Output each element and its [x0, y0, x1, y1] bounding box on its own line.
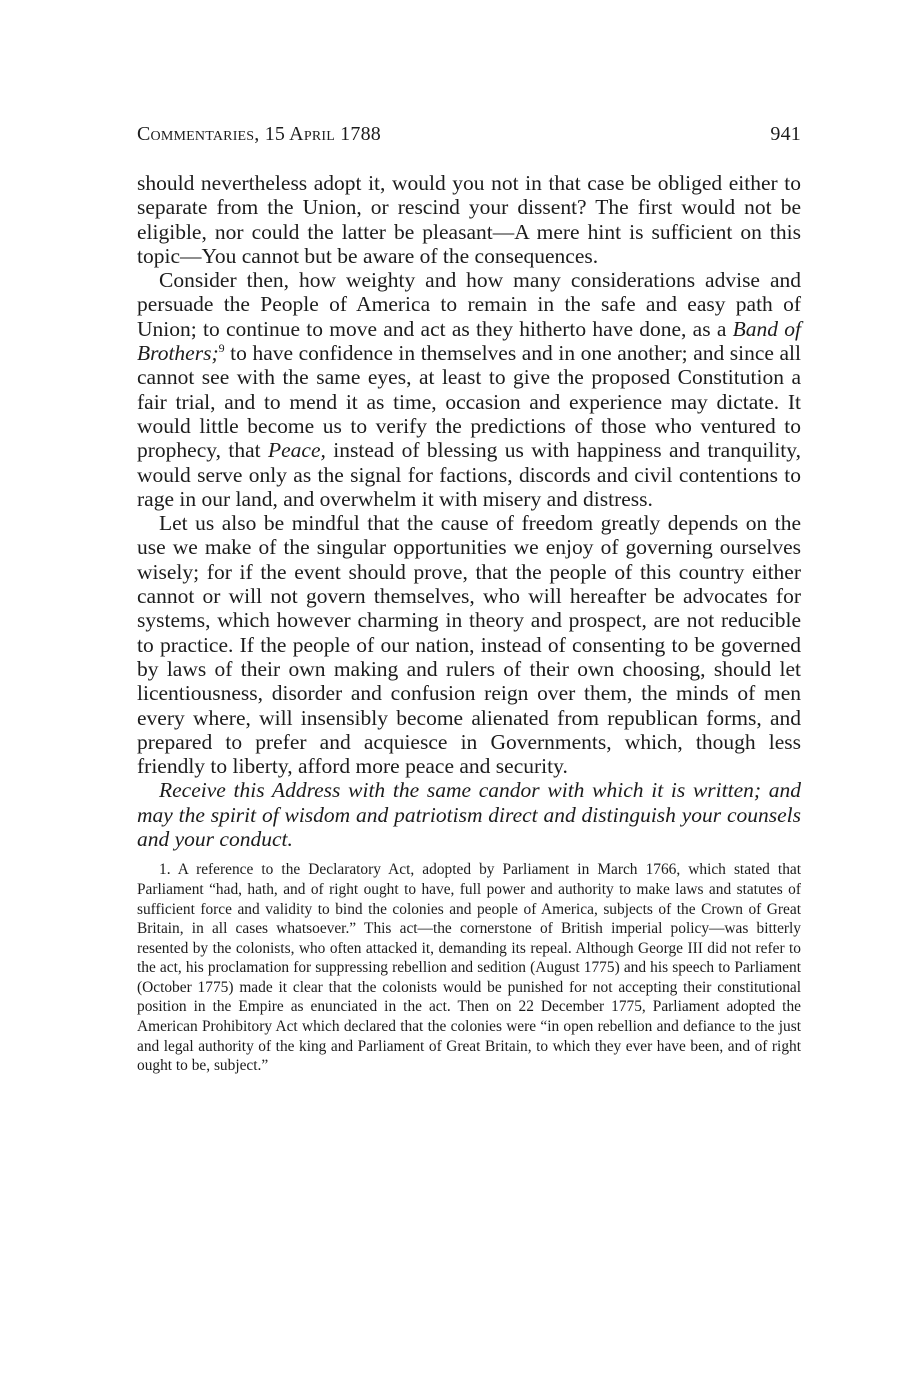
paragraph-text: to have confidence in themselves and in one another; and since all cannot see with the same eyes, at least to give the proposed Constitution a fair trial, and to mend it as time, occasion and experience may dictate. It would little become us to verify the predictions of those who ventured to prophecy, that: [137, 341, 801, 463]
emphasis-band-of-brothers: Band of Brothers;: [137, 316, 802, 366]
page-number: 941: [770, 123, 801, 145]
paragraph-mindful: Let us also be mindful that the cause of freedom greatly depends on the use we make of the singular opportunities we enjoy of governing ourselves wisely; for if the event should prove, that the people of this country either cannot or will not govern themselves, who will hereafter be advocates for systems, which however charming in theory and prospect, are not reducible to practice. If the people of our nation, instead of consenting to be governed by laws of their own making and rulers of their own choosing, should let licentiousness, disorder and confusion reign over them, the minds of men every where, will insensibly become alienated from republican forms, and prepared to prefer and acquiesce in Governments, which, though less friendly to liberty, afford more peace and security.: [137, 511, 801, 779]
paragraph-text: instead of blessing us with happiness and tranquility, would serve only as the signal for factions, discords and civil contentions to rage in our land, and overwhelm it with misery and distress.: [137, 438, 801, 511]
paragraph-continuation: should nevertheless adopt it, would you not in that case be obliged either to separate from the Union, or rescind your dissent? The first would not be eligible, nor could the latter be pleasant—A mere hint is sufficient on this topic—You cannot but be aware of the consequences.: [137, 171, 801, 268]
running-head: [137, 119, 801, 153]
body-text: [137, 171, 801, 851]
footnotes: [137, 860, 801, 1076]
running-title: Commentaries, 15 April 1788: [137, 123, 381, 145]
document-page: [137, 119, 801, 1076]
emphasis-peace: Peace,: [268, 438, 326, 463]
footnote-reference: 9: [218, 340, 225, 355]
footnote: 1. A reference to the Declaratory Act, adopted by Parliament in March 1766, which stated that Parliament “had, hath, and of right ought to have, full power and authority to make laws and statutes of sufficient force and validity to bind the colonies and people of America, subjects of the Crown of Great Britain, in all cases whatsoever.” This act—the cornerstone of British imperial policy—was bitterly resented by the colonists, who often attacked it, demanding its repeal. Although George III did not refer to the act, his proclamation for suppressing rebellion and sedition (August 1775) and his speech to Parliament (October 1775) made it clear that the colonists would be punished for not accepting their constitutional position in the Empire as enunciated in the act. Then on 22 December 1775, Parliament adopted the American Prohibitory Act which declared that the colonies were “in open rebellion and defiance to the just and legal authority of the king and Parliament of Great Britain, to which they ever have been, and of right ought to be, subject.”: [137, 861, 801, 1075]
closing-paragraph: Receive this Address with the same candor with which it is written; and may the spirit of wisdom and patriotism direct and distinguish your counsels and your conduct.: [137, 778, 801, 852]
paragraph-consider: [137, 268, 801, 511]
paragraph-text: Consider then, how weighty and how many considerations advise and persuade the People of America to remain in the safe and easy path of Union; to continue to move and act as they hitherto have done, as a: [137, 268, 801, 341]
